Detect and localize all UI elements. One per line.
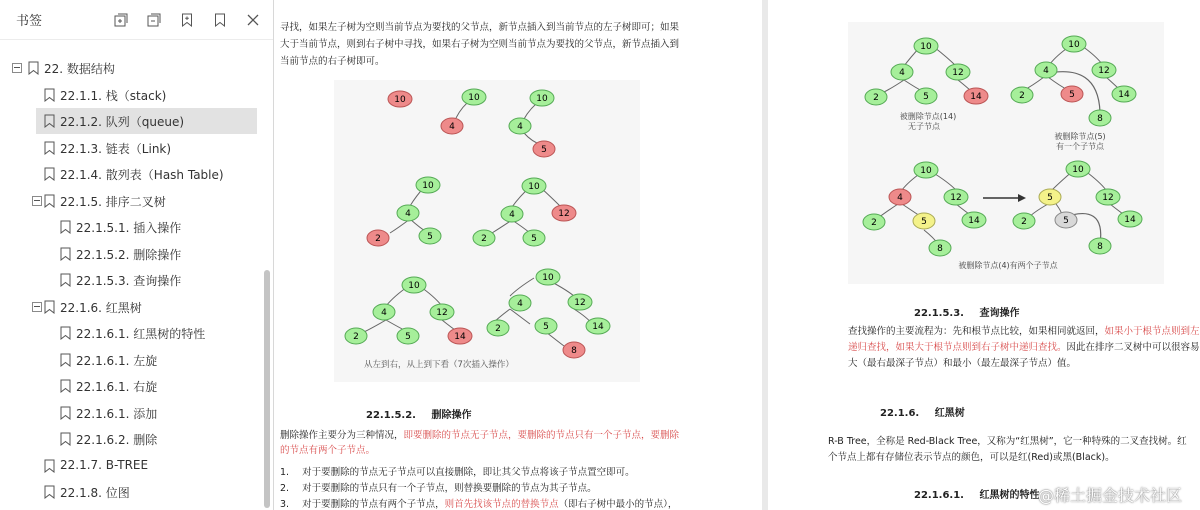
delete-list-item-3 — [280, 497, 677, 510]
bookmark-item[interactable] — [0, 373, 265, 399]
bookmark-label: 22.1.3. 链表（Link) — [60, 141, 172, 156]
node-5: 5 — [427, 232, 433, 242]
delete-operation-figure — [848, 22, 1164, 284]
section-title: 查询操作 — [979, 308, 1020, 319]
delete-list-item-1 — [280, 465, 635, 481]
list-number: 3. — [280, 499, 290, 510]
bookmark-icon — [60, 326, 71, 340]
fig-label-no-child: 被删除节点(14) — [899, 112, 957, 121]
node-2: 2 — [375, 234, 381, 244]
bookmark-icon — [60, 353, 71, 367]
node-4: 4 — [517, 299, 523, 309]
bookmark-item[interactable] — [36, 108, 257, 134]
insert-tree-diagrams — [334, 80, 640, 382]
bookmark-label: 22.1.5.3. 查询操作 — [76, 274, 182, 288]
node-12: 12 — [558, 209, 570, 219]
node-5: 5 — [405, 332, 411, 342]
delete-list-item-2 — [280, 481, 597, 497]
fig-label-two-children: 被删除节点(4)有两个子节点 — [958, 261, 1058, 270]
node-5: 5 — [1069, 90, 1075, 100]
node-8: 8 — [937, 244, 943, 254]
node-2: 2 — [873, 93, 879, 103]
node-4: 4 — [897, 193, 903, 203]
node-4: 4 — [899, 68, 905, 78]
query-para-line-2 — [848, 340, 1200, 356]
bookmark-label: 22.1.5.2. 删除操作 — [76, 247, 182, 262]
insert-operation-figure — [334, 80, 640, 382]
bookmark-item[interactable] — [0, 400, 265, 426]
bookmark-label: 22.1.2. 队列（queue) — [60, 115, 185, 129]
node-2: 2 — [353, 332, 359, 342]
node-10: 10 — [1072, 165, 1084, 175]
bookmark-icon — [60, 273, 71, 287]
section-number: 22.1.5.2. — [366, 410, 416, 421]
node-12: 12 — [574, 298, 586, 308]
bookmark-label: 22.1.6.1. 添加 — [76, 406, 158, 421]
delete-para-line-1 — [280, 428, 679, 444]
node-10: 10 — [468, 93, 480, 103]
list-text: 对于要删除的节点有两个子节点， — [302, 499, 445, 510]
node-2: 2 — [871, 218, 877, 228]
node-8: 8 — [571, 346, 577, 356]
bookmark-icon — [44, 459, 55, 473]
node-10: 10 — [1068, 40, 1080, 50]
list-text: 对于要删除的节点只有一个子节点，则替换要删除的节点为其子节点。 — [302, 483, 597, 494]
node-14: 14 — [454, 332, 466, 342]
section-title: 红黑树 — [934, 408, 965, 419]
bookmark-item[interactable] — [0, 55, 265, 81]
node-4: 4 — [1043, 66, 1049, 76]
section-number: 22.1.6. — [880, 408, 920, 419]
bookmark-item[interactable] — [0, 135, 265, 161]
bookmark-icon — [60, 379, 71, 393]
bookmark-item[interactable] — [0, 241, 265, 267]
bookmark-label: 22.1.5.1. 插入操作 — [76, 221, 182, 235]
bookmark-item[interactable] — [0, 347, 265, 373]
pdf-page-left — [274, 0, 762, 510]
node-14: 14 — [1124, 215, 1136, 225]
delete-tree-diagrams — [848, 22, 1164, 284]
node-4: 4 — [449, 122, 455, 132]
bookmark-icon — [60, 432, 71, 446]
section-number: 22.1.5.3. — [914, 308, 964, 319]
node-10: 10 — [422, 181, 434, 191]
bookmark-icon — [44, 88, 55, 102]
node-8: 8 — [1097, 114, 1103, 124]
node-5: 5 — [543, 322, 549, 332]
node-5: 5 — [923, 92, 929, 102]
expand-icon[interactable] — [111, 10, 131, 30]
node-5: 5 — [531, 234, 537, 244]
delete-para-text: 删除操作主要分为三种情况， — [280, 430, 404, 441]
collapse-toggle-icon[interactable] — [32, 302, 42, 312]
intro-line-1: 寻找，如果左子树为空则当前节点为要找的父节点，新节点插入到当前节点的左子树即可；如果 — [280, 22, 680, 33]
node-5: 5 — [1047, 193, 1053, 203]
section-heading-rbtree-props — [914, 486, 1039, 501]
bookmark-item[interactable] — [0, 453, 265, 479]
rbtree-para-line-1: R-B Tree，全称是 Red-Black Tree，又称为“红黑树”，它一种特殊的二叉查找树。红 — [828, 436, 1187, 447]
node-4: 4 — [509, 210, 515, 220]
bookmark-item[interactable] — [0, 82, 265, 108]
bookmarks-header — [0, 0, 273, 40]
node-12: 12 — [1098, 66, 1110, 76]
query-para-line-3: 大（最右最深子节点）和最小（最左最深子节点）值。 — [848, 358, 1077, 369]
node-10: 10 — [920, 166, 932, 176]
pdf-page-right — [768, 0, 1200, 510]
bookmark-icon — [60, 406, 71, 420]
node-5: 5 — [921, 217, 927, 227]
list-text: （即右子树中最小的节点）， — [558, 499, 678, 510]
node-2: 2 — [495, 324, 501, 334]
node-14: 14 — [592, 322, 604, 332]
bookmark-icon — [44, 300, 55, 314]
section-number: 22.1.6.1. — [914, 490, 964, 501]
bookmark-label: 22. 数据结构 — [44, 62, 115, 76]
node-5: 5 — [541, 145, 547, 155]
collapse-icon[interactable] — [144, 10, 164, 30]
close-icon[interactable] — [243, 10, 263, 30]
node-12: 12 — [952, 68, 964, 78]
bookmark-item[interactable] — [0, 214, 265, 240]
bookmark-label: 22.1.4. 散列表（Hash Table) — [60, 168, 224, 182]
node-10: 10 — [920, 42, 932, 52]
query-highlight: 如果小于根节点则到左 — [1104, 326, 1200, 337]
bookmark-icon — [44, 114, 55, 128]
delete-para-highlight: 即要删除的节点无子节点，要删除的节点只有一个子节点，要删除 — [403, 430, 680, 441]
section-title: 删除操作 — [431, 410, 472, 421]
bookmark-label: 22.1.7. B-TREE — [60, 457, 149, 472]
bookmark-label: 22.1.1. 栈（stack) — [60, 88, 167, 103]
bookmark-icon — [44, 141, 55, 155]
intro-line-2: 大于当前节点，则到右子树中寻找，如果右子树为空则当前节点为要找的父节点，新节点插入到 — [280, 39, 680, 50]
node-14: 14 — [968, 216, 980, 226]
node-14: 14 — [970, 92, 982, 102]
bookmarks-panel — [0, 0, 274, 510]
intro-line-3: 当前节点的右子树即可。 — [280, 56, 385, 67]
node-2: 2 — [481, 234, 487, 244]
bookmark-icon — [44, 485, 55, 499]
list-number: 1. — [280, 467, 290, 478]
bookmark-label: 22.1.6.1. 右旋 — [76, 380, 158, 394]
bookmark-item[interactable] — [0, 320, 265, 346]
section-heading-query — [914, 304, 1019, 319]
add-bookmark-icon[interactable] — [177, 10, 197, 30]
node-10: 10 — [394, 95, 406, 105]
bookmark-label: 22.1.6.1. 红黑树的特性 — [76, 327, 206, 341]
fig-label-no-child-sub: 无子节点 — [908, 122, 940, 131]
bookmark-label: 22.1.6.2. 删除 — [76, 433, 158, 447]
bookmark-icon — [44, 167, 55, 181]
bookmark-item[interactable] — [0, 294, 265, 320]
node-8: 8 — [1097, 242, 1103, 252]
list-number: 2. — [280, 483, 290, 494]
node-10: 10 — [536, 94, 548, 104]
node-4: 4 — [405, 209, 411, 219]
node-10: 10 — [408, 281, 420, 291]
delete-para-line-2: 的节点有两个子节点。 — [280, 445, 376, 456]
node-10: 10 — [528, 182, 540, 192]
node-4: 4 — [517, 122, 523, 132]
node-12: 12 — [950, 193, 962, 203]
list-highlight: 则首先找该节点的替换节点 — [444, 499, 559, 510]
collapse-toggle-icon[interactable] — [12, 63, 22, 73]
rbtree-para-line-2: 个节点上都有存储位表示节点的颜色，可以是红(Red)或黑(Black)。 — [828, 452, 1115, 463]
node-4: 4 — [381, 308, 387, 318]
bookmark-icon — [44, 194, 55, 208]
node-5: 5 — [1063, 216, 1069, 226]
node-14: 14 — [1118, 90, 1130, 100]
query-para-line-1 — [848, 324, 1200, 340]
bookmark-item[interactable] — [0, 267, 265, 293]
node-10: 10 — [542, 273, 554, 283]
section-title: 红黑树的特性 — [979, 490, 1040, 501]
bookmark-icon — [60, 220, 71, 234]
insert-figure-caption: 从左到右，从上到下看（7次插入操作） — [364, 360, 514, 370]
bookmark-icon — [28, 61, 39, 75]
section-heading-delete — [366, 406, 471, 421]
collapse-toggle-icon[interactable] — [32, 196, 42, 206]
bookmark-item[interactable] — [0, 161, 265, 187]
section-heading-rbtree — [880, 404, 965, 419]
fig-label-one-child-sub: 有一个子节点 — [1056, 142, 1104, 151]
list-text: 对于要删除的节点无子节点可以直接删除，即让其父节点将该子节点置空即可。 — [302, 467, 635, 478]
bookmark-item[interactable] — [0, 188, 265, 214]
bookmark-item[interactable] — [0, 479, 265, 505]
node-12: 12 — [1102, 193, 1114, 203]
bookmark-label: 22.1.6. 红黑树 — [60, 300, 142, 315]
query-highlight: 递归查找，如果大于根节点则到右子树中递归查找。 — [848, 342, 1067, 353]
bookmark-item[interactable] — [0, 426, 265, 452]
node-2: 2 — [1019, 91, 1025, 101]
query-text: 查找操作的主要流程为：先和根节点比较，如果相同就返回， — [848, 326, 1105, 337]
node-2: 2 — [1021, 217, 1027, 227]
fig-label-one-child: 被删除节点(5) — [1054, 132, 1106, 141]
bookmark-icon[interactable] — [210, 10, 230, 30]
bookmarks-title: 书签 — [16, 14, 43, 29]
bookmark-icon — [60, 247, 71, 261]
bookmark-label: 22.1.8. 位图 — [60, 486, 130, 500]
watermark: @稀土掘金技术社区 — [1037, 486, 1182, 505]
scrollbar-thumb[interactable] — [264, 270, 270, 508]
node-12: 12 — [436, 308, 448, 318]
query-text: 因此在排序二叉树中可以很容易 — [1066, 342, 1200, 353]
bookmark-label: 22.1.5. 排序二叉树 — [60, 194, 166, 209]
bookmark-label: 22.1.6.1. 左旋 — [76, 353, 158, 368]
